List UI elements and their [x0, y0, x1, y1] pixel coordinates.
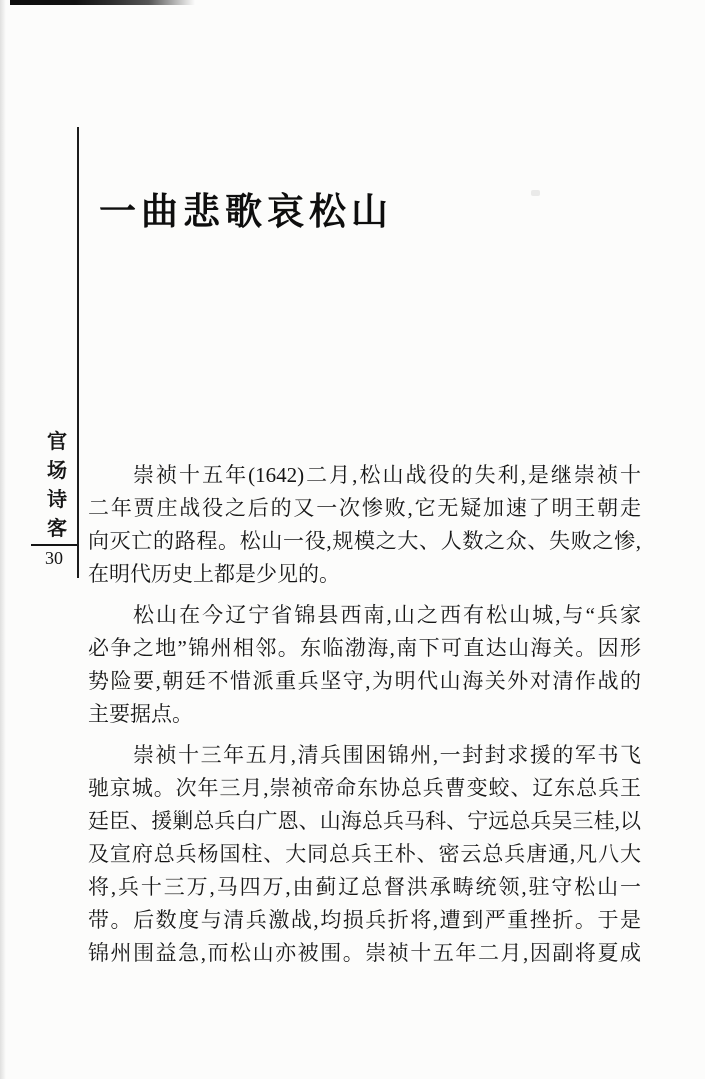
text-line: 主要据点。 — [88, 702, 193, 726]
paragraph — [88, 459, 641, 591]
scan-left-edge-artifact — [0, 0, 6, 1079]
book-title-char: 场 — [47, 460, 67, 482]
book-title-vertical — [45, 428, 69, 544]
text-line: 驰京城。次年三月,崇祯帝命东协总兵曹变蛟、辽东总兵王 — [88, 776, 641, 800]
text-line: 二年贾庄战役之后的又一次惨败,它无疑加速了明王朝走 — [88, 496, 641, 520]
text-line: 带。后数度与清兵激战,均损兵折将,遭到严重挫折。于是 — [88, 908, 641, 932]
text-line: 锦州围益急,而松山亦被围。崇祯十五年二月,因副将夏成 — [88, 941, 641, 965]
book-title-char: 官 — [47, 431, 67, 453]
paragraph — [88, 599, 641, 731]
text-line: 向灭亡的路程。松山一役,规模之大、人数之众、失败之惨, — [88, 529, 641, 553]
page-number-divider — [31, 544, 77, 546]
scan-speck — [531, 190, 540, 196]
body-text — [88, 459, 641, 978]
text-line: 崇祯十五年(1642)二月,松山战役的失利,是继崇祯十 — [133, 463, 641, 487]
margin-divider-line — [77, 127, 79, 578]
text-line: 及宣府总兵杨国柱、大同总兵王朴、密云总兵唐通,凡八大 — [88, 842, 641, 866]
text-line: 在明代历史上都是少见的。 — [88, 562, 340, 586]
page-number: 30 — [45, 548, 63, 568]
text-line: 必争之地”锦州相邻。东临渤海,南下可直达山海关。因形 — [88, 636, 641, 660]
text-line: 将,兵十三万,马四万,由蓟辽总督洪承畴统领,驻守松山一 — [88, 875, 641, 899]
paragraph — [88, 739, 641, 970]
text-line: 松山在今辽宁省锦县西南,山之西有松山城,与“兵家 — [133, 603, 641, 627]
book-title-char: 客 — [47, 518, 67, 540]
text-line: 廷臣、援剿总兵白广恩、山海总兵马科、宁远总兵吴三桂,以 — [88, 809, 641, 833]
chapter-title: 一曲悲歌哀松山 — [99, 190, 393, 233]
text-line: 势险要,朝廷不惜派重兵坚守,为明代山海关外对清作战的 — [88, 669, 641, 693]
scan-top-edge-artifact — [10, 0, 195, 5]
book-title-char: 诗 — [47, 489, 67, 511]
text-line: 崇祯十三年五月,清兵围困锦州,一封封求援的军书飞 — [133, 743, 641, 767]
